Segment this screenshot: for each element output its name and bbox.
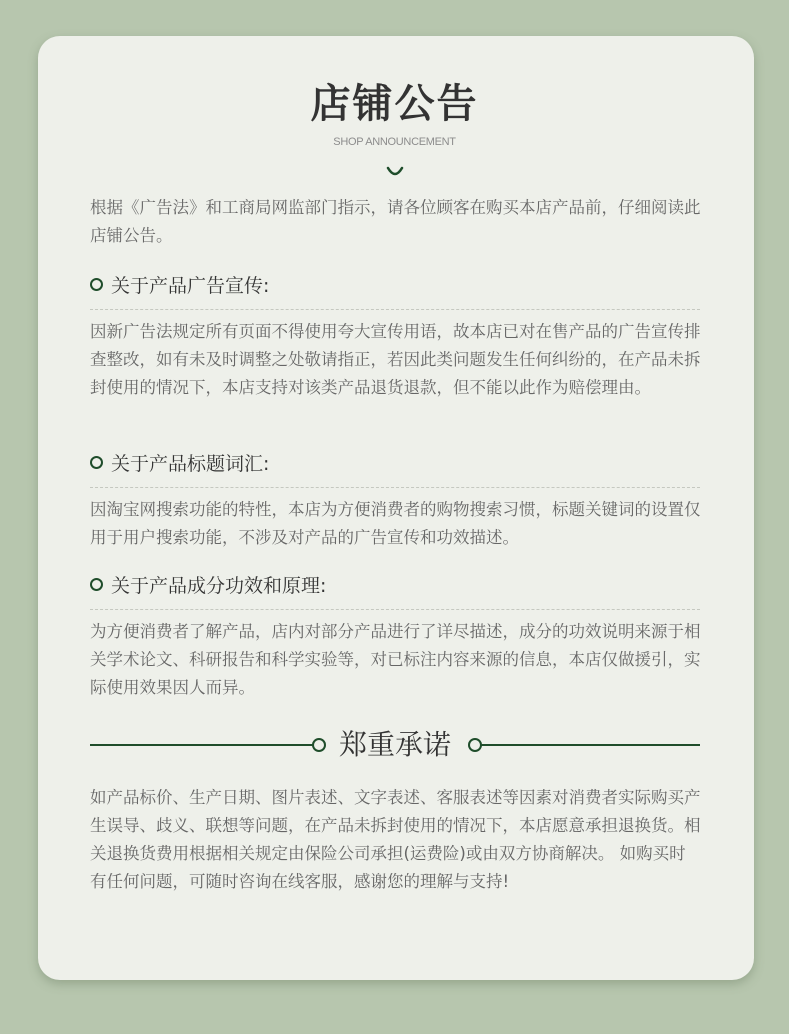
circle-bullet-icon [90,278,103,291]
section-heading-ad [90,269,269,299]
section-body-ingredients: 为方便消费者了解产品，店内对部分产品进行了详尽描述，成分的功效说明来源于相关学术论文、科研报告和科学实验等，对已标注内容来源的信息，本店仅做援引，实际使用效果因人而异。 [90,622,701,697]
divider [90,487,700,488]
promise-title: 郑重承诺 [338,728,451,761]
smile-icon [386,166,404,180]
section-heading-label: 关于产品标题词汇: [111,452,270,475]
circle-bullet-icon [90,578,103,591]
promise-body: 如产品标价、生产日期、图片表述、文字表述、客服表述等因素对消费者实际购买产生误导、歧义、联想等问题，在产品未拆封使用的情况下，本店愿意承担退换货。相关退换货费用根据相关规定由保险公司承担(运费险)或由双方协商解决。 如购买时有任何问题，可随时咨询在线客服，感谢您的理解与支持! [90,788,701,891]
section-body-title-words: 因淘宝网搜索功能的特性，本店为方便消费者的购物搜索习惯，标题关键词的设置仅用于用户搜索功能，不涉及对产品的广告宣传和功效描述。 [90,500,701,547]
section-heading-ingredients [90,569,326,599]
promise-line-left [90,744,316,746]
section-heading-label: 关于产品成分功效和原理: [111,574,327,597]
section-body-ad: 因新广告法规定所有页面不得使用夸大宣传用语，故本店已对在售产品的广告宣传排查整改，如有未及时调整之处敬请指正，若因此类问题发生任何纠纷的，在产品未拆封使用的情况下，本店支持对该类产品退货退款，但不能以此作为赔偿理由。 [90,322,701,397]
circle-left-icon [312,738,326,752]
page-title: 店铺公告 [310,81,479,127]
section-heading-title-words [90,447,269,477]
promise-line-right [480,744,700,746]
intro-text: 根据《广告法》和工商局网监部门指示，请各位顾客在购买本店产品前，仔细阅读此店铺公告。 [90,198,701,245]
page-subtitle: SHOP ANNOUNCEMENT [333,136,456,148]
circle-bullet-icon [90,456,103,469]
section-heading-label: 关于产品广告宣传: [111,274,270,297]
divider [90,609,700,610]
divider [90,309,700,310]
